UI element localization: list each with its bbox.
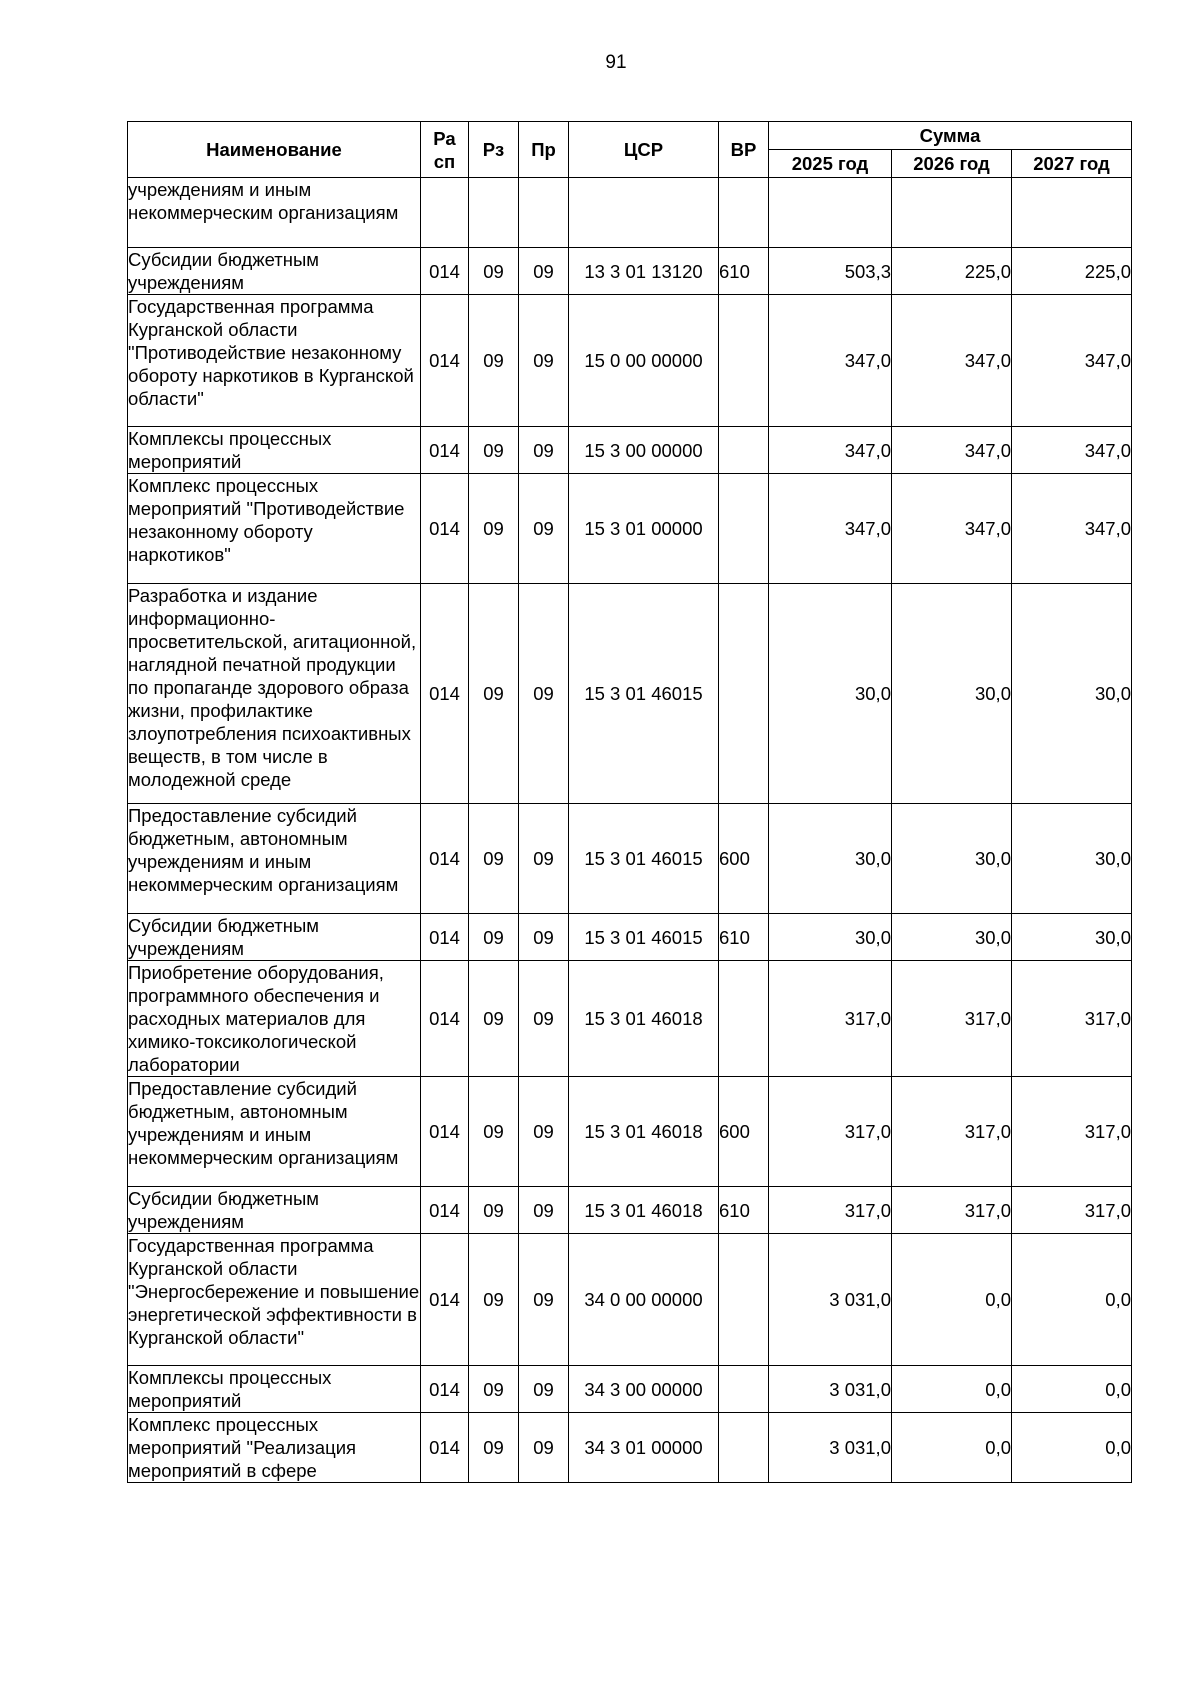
row-sum-2025: 347,0 (769, 474, 892, 584)
row-sum-2026: 317,0 (892, 1077, 1012, 1187)
row-pr: 09 (519, 1077, 569, 1187)
row-csr: 15 0 00 00000 (569, 295, 719, 427)
row-pr: 09 (519, 804, 569, 914)
row-sum-2026: 0,0 (892, 1413, 1012, 1483)
header-2027: 2027 год (1012, 150, 1132, 178)
row-rasp: 014 (421, 1234, 469, 1366)
row-name: Комплексы процессных мероприятий (128, 427, 421, 474)
row-rz (469, 178, 519, 248)
page-number: 91 (605, 52, 627, 73)
budget-table (127, 121, 1132, 1483)
row-vr (719, 1413, 769, 1483)
row-name: Субсидии бюджетным учреждениям (128, 1187, 421, 1234)
table-row (128, 295, 1132, 427)
row-pr: 09 (519, 474, 569, 584)
row-vr: 610 (719, 248, 769, 295)
row-sum-2027: 0,0 (1012, 1413, 1132, 1483)
row-csr: 15 3 01 46015 (569, 914, 719, 961)
table-row (128, 804, 1132, 914)
row-name: Предоставление субсидий бюджетным, автономным учреждениям и иным некоммерческим организациям (128, 804, 421, 914)
row-sum-2026 (892, 178, 1012, 248)
row-csr (569, 178, 719, 248)
row-name: Субсидии бюджетным учреждениям (128, 248, 421, 295)
row-pr: 09 (519, 427, 569, 474)
row-sum-2026: 317,0 (892, 1187, 1012, 1234)
row-rasp: 014 (421, 804, 469, 914)
row-sum-2025: 347,0 (769, 427, 892, 474)
header-vr: ВР (719, 122, 769, 178)
row-name: Комплексы процессных мероприятий (128, 1366, 421, 1413)
row-sum-2026: 347,0 (892, 474, 1012, 584)
row-sum-2025: 3 031,0 (769, 1413, 892, 1483)
row-rz: 09 (469, 961, 519, 1077)
row-name: учреждениям и иным некоммерческим организациям (128, 178, 421, 248)
row-rasp: 014 (421, 1187, 469, 1234)
table-row (128, 248, 1132, 295)
row-sum-2027: 347,0 (1012, 474, 1132, 584)
table-row (128, 178, 1132, 248)
row-sum-2027: 317,0 (1012, 961, 1132, 1077)
row-rz: 09 (469, 1077, 519, 1187)
row-sum-2026: 0,0 (892, 1234, 1012, 1366)
row-rz: 09 (469, 1234, 519, 1366)
table-row (128, 427, 1132, 474)
header-csr: ЦСР (569, 122, 719, 178)
row-rasp: 014 (421, 1366, 469, 1413)
row-sum-2026: 30,0 (892, 804, 1012, 914)
row-vr (719, 427, 769, 474)
row-rz: 09 (469, 248, 519, 295)
table-row (128, 1366, 1132, 1413)
header-rasp: Ра сп (421, 122, 469, 178)
row-vr (719, 295, 769, 427)
row-csr: 15 3 01 46015 (569, 804, 719, 914)
row-vr (719, 584, 769, 804)
row-vr (719, 1366, 769, 1413)
row-sum-2027: 347,0 (1012, 295, 1132, 427)
table-row (128, 584, 1132, 804)
row-sum-2026: 30,0 (892, 584, 1012, 804)
row-rasp: 014 (421, 914, 469, 961)
row-pr: 09 (519, 1413, 569, 1483)
row-csr: 15 3 01 46018 (569, 1077, 719, 1187)
row-csr: 34 3 01 00000 (569, 1413, 719, 1483)
row-sum-2025: 317,0 (769, 961, 892, 1077)
row-pr: 09 (519, 584, 569, 804)
row-vr (719, 961, 769, 1077)
header-name: Наименование (128, 122, 421, 178)
row-rz: 09 (469, 584, 519, 804)
row-vr (719, 1234, 769, 1366)
row-rasp: 014 (421, 295, 469, 427)
table-row (128, 474, 1132, 584)
row-sum-2025: 30,0 (769, 804, 892, 914)
row-sum-2025: 30,0 (769, 584, 892, 804)
row-csr: 15 3 01 46018 (569, 961, 719, 1077)
row-vr (719, 474, 769, 584)
row-sum-2026: 347,0 (892, 295, 1012, 427)
row-rasp (421, 178, 469, 248)
row-sum-2027: 225,0 (1012, 248, 1132, 295)
row-name: Предоставление субсидий бюджетным, автономным учреждениям и иным некоммерческим организациям (128, 1077, 421, 1187)
row-vr: 610 (719, 1187, 769, 1234)
row-csr: 13 3 01 13120 (569, 248, 719, 295)
row-rz: 09 (469, 295, 519, 427)
row-sum-2026: 30,0 (892, 914, 1012, 961)
row-sum-2027: 317,0 (1012, 1187, 1132, 1234)
row-sum-2027: 30,0 (1012, 914, 1132, 961)
row-pr (519, 178, 569, 248)
row-csr: 34 3 00 00000 (569, 1366, 719, 1413)
row-csr: 15 3 01 46015 (569, 584, 719, 804)
table-row (128, 1234, 1132, 1366)
row-sum-2027: 30,0 (1012, 584, 1132, 804)
row-rasp: 014 (421, 474, 469, 584)
row-pr: 09 (519, 961, 569, 1077)
row-name: Субсидии бюджетным учреждениям (128, 914, 421, 961)
row-sum-2027 (1012, 178, 1132, 248)
table-row (128, 1077, 1132, 1187)
table-row (128, 1413, 1132, 1483)
row-rz: 09 (469, 427, 519, 474)
row-pr: 09 (519, 914, 569, 961)
row-name: Государственная программа Курганской области "Противодействие незаконному обороту наркотиков в Курганской области" (128, 295, 421, 427)
row-vr: 600 (719, 804, 769, 914)
row-sum-2026: 225,0 (892, 248, 1012, 295)
header-rz: Рз (469, 122, 519, 178)
row-sum-2025: 30,0 (769, 914, 892, 961)
row-sum-2027: 0,0 (1012, 1234, 1132, 1366)
row-sum-2025 (769, 178, 892, 248)
row-sum-2027: 347,0 (1012, 427, 1132, 474)
row-vr: 610 (719, 914, 769, 961)
row-vr: 600 (719, 1077, 769, 1187)
row-sum-2025: 503,3 (769, 248, 892, 295)
row-sum-2027: 0,0 (1012, 1366, 1132, 1413)
row-name: Разработка и издание информационно-просветительской, агитационной, наглядной печатной продукции по пропаганде здорового образа жизни, профилактике злоупотребления психоактивных веществ, в том числе в молодежной среде (128, 584, 421, 804)
row-rz: 09 (469, 804, 519, 914)
row-sum-2025: 347,0 (769, 295, 892, 427)
table-row (128, 1187, 1132, 1234)
row-sum-2026: 317,0 (892, 961, 1012, 1077)
row-csr: 15 3 00 00000 (569, 427, 719, 474)
table-row (128, 914, 1132, 961)
row-rz: 09 (469, 1366, 519, 1413)
row-pr: 09 (519, 1234, 569, 1366)
row-sum-2025: 3 031,0 (769, 1234, 892, 1366)
row-rasp: 014 (421, 1413, 469, 1483)
row-pr: 09 (519, 295, 569, 427)
row-rasp: 014 (421, 427, 469, 474)
row-name: Комплекс процессных мероприятий "Реализация мероприятий в сфере (128, 1413, 421, 1483)
row-rasp: 014 (421, 961, 469, 1077)
row-name: Комплекс процессных мероприятий "Противодействие незаконному обороту наркотиков" (128, 474, 421, 584)
header-2025: 2025 год (769, 150, 892, 178)
row-sum-2025: 317,0 (769, 1187, 892, 1234)
header-pr: Пр (519, 122, 569, 178)
row-sum-2025: 317,0 (769, 1077, 892, 1187)
row-pr: 09 (519, 1187, 569, 1234)
row-name: Государственная программа Курганской области "Энергосбережение и повышение энергетической эффективности в Курганской области" (128, 1234, 421, 1366)
row-rasp: 014 (421, 584, 469, 804)
header-2026: 2026 год (892, 150, 1012, 178)
row-sum-2027: 317,0 (1012, 1077, 1132, 1187)
row-name: Приобретение оборудования, программного обеспечения и расходных материалов для химико-токсикологической лаборатории (128, 961, 421, 1077)
row-csr: 15 3 01 46018 (569, 1187, 719, 1234)
table-row (128, 961, 1132, 1077)
row-rz: 09 (469, 1413, 519, 1483)
row-rasp: 014 (421, 1077, 469, 1187)
row-vr (719, 178, 769, 248)
row-rz: 09 (469, 1187, 519, 1234)
row-rz: 09 (469, 474, 519, 584)
row-sum-2027: 30,0 (1012, 804, 1132, 914)
row-csr: 15 3 01 00000 (569, 474, 719, 584)
row-pr: 09 (519, 248, 569, 295)
row-rasp: 014 (421, 248, 469, 295)
row-pr: 09 (519, 1366, 569, 1413)
row-sum-2025: 3 031,0 (769, 1366, 892, 1413)
row-rz: 09 (469, 914, 519, 961)
row-csr: 34 0 00 00000 (569, 1234, 719, 1366)
row-sum-2026: 0,0 (892, 1366, 1012, 1413)
header-sum: Сумма (769, 122, 1132, 150)
row-sum-2026: 347,0 (892, 427, 1012, 474)
